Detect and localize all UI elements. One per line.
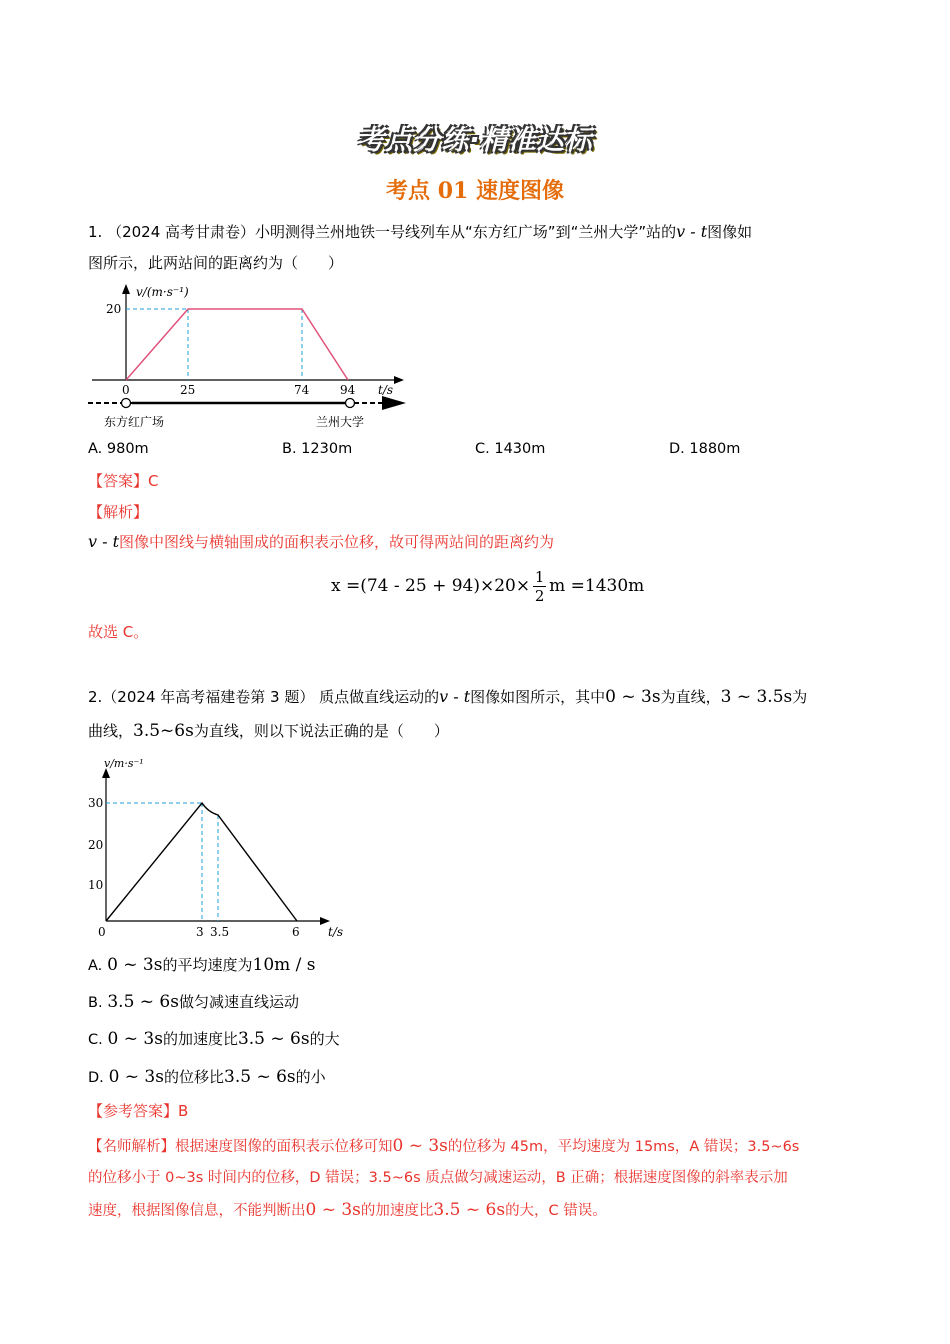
q2-range-1: 0 ~ 3s: [605, 687, 661, 707]
q2-option-c[interactable]: [88, 1024, 340, 1055]
q1-stem-suffix: 图像如: [707, 223, 753, 241]
q2-option-a-label: A.: [88, 958, 103, 974]
q2-vt-symbol: v - t: [439, 687, 471, 706]
q2-vt-graph: [84, 754, 354, 946]
q1-track-arrow: [382, 396, 406, 410]
q1-formula-left: x =(74 - 25 + 94)×20×: [331, 576, 531, 596]
q1-y-label: v/(m·s⁻¹): [136, 285, 189, 299]
q2-option-c-label: C.: [88, 1032, 103, 1048]
q1-y-arrow: [122, 284, 130, 294]
q1-station-a-label: 东方红广场: [104, 415, 165, 429]
q1-analysis-body: 图像中图线与横轴围成的面积表示位移，故可得两站间的距离约为: [119, 533, 555, 551]
q1-velocity-curve: [126, 309, 348, 380]
section-banner: 考点分练·精准达标: [357, 125, 593, 156]
q2-option-a-part3: 10m / s: [252, 955, 316, 975]
page-title: 考点 01 速度图像: [386, 178, 564, 204]
q2-analysis-a1-range: 0 ~ 3s: [392, 1136, 448, 1156]
q1-formula-fraction: [533, 568, 546, 605]
q1-stem-line1: [88, 217, 878, 247]
q2-option-b-label: B.: [88, 995, 103, 1011]
q2-x-arrow: [320, 917, 330, 925]
q1-option-b[interactable]: B. 1230m: [282, 441, 353, 457]
q2-stem-mid2: 为直线，: [660, 688, 721, 706]
q2-stem-line2b: 为直线，则以下说法正确的是（ ）: [193, 722, 449, 740]
q2-analysis-line3: [88, 1195, 607, 1226]
q1-x-tick-0: 0: [122, 383, 130, 397]
q2-stem-line1: [88, 682, 807, 712]
q2-y-tick-20: 20: [88, 838, 104, 852]
q2-option-d-part4: 的小: [295, 1068, 326, 1086]
q1-formula-denominator: 2: [534, 586, 545, 605]
q1-x-tick-74: 74: [294, 383, 310, 397]
q2-stem-line2: [88, 716, 449, 746]
q2-option-b-part1: 3.5 ~ 6s: [107, 992, 179, 1012]
q1-conclusion: 故选 C。: [88, 623, 149, 641]
q1-vt-symbol: v - t: [676, 222, 708, 241]
q1-x-tick-94: 94: [340, 383, 356, 397]
q2-option-c-part1: 0 ~ 3s: [107, 1029, 163, 1049]
q2-option-a[interactable]: [88, 950, 316, 981]
q1-option-d[interactable]: D. 1880m: [669, 441, 741, 457]
q2-analysis-a3-post: 的大，C 错误。: [505, 1203, 607, 1219]
q2-stem-line2a: 曲线，: [88, 722, 134, 740]
q1-station-b-marker: [346, 399, 355, 408]
q2-x-tick-3: 3: [196, 925, 204, 939]
q1-x-tick-25: 25: [180, 383, 196, 397]
q1-stem-prefix: 1. （2024 高考甘肃卷）小明测得兰州地铁一号线列车从“东方红广场”到“兰州大学”站的: [88, 223, 677, 241]
q1-vt-graph: [88, 282, 418, 432]
q2-option-d[interactable]: [88, 1062, 326, 1093]
q1-option-c[interactable]: C. 1430m: [475, 441, 546, 457]
q1-station-b-label: 兰州大学: [316, 415, 365, 429]
q2-option-c-part4: 的大: [309, 1030, 340, 1048]
q2-y-tick-10: 10: [88, 878, 104, 892]
q2-option-b-part2: 做匀减速直线运动: [178, 993, 299, 1011]
q2-analysis-a1-post: 的位移为 45m，平均速度为 15ms，A 错误；3.5~6s: [447, 1139, 800, 1155]
q2-analysis-label: 【名师解析】: [88, 1139, 175, 1155]
q2-analysis-a3-mid: 的加速度比: [360, 1203, 434, 1219]
q2-option-c-part2: 的加速度比: [162, 1030, 238, 1048]
q2-analysis-a1-pre: 根据速度图像的面积表示位移可知: [175, 1139, 393, 1155]
q2-x-tick-0: 0: [98, 925, 106, 939]
q2-analysis-a3-pre: 速度，根据图像信息，不能判断出: [88, 1203, 306, 1219]
q1-answer: 【答案】C: [88, 472, 159, 490]
q2-range-2: 3 ~ 3.5s: [720, 687, 793, 707]
q2-x-tick-6: 6: [292, 925, 300, 939]
q1-formula: [331, 561, 644, 611]
q2-option-d-part1: 0 ~ 3s: [108, 1067, 164, 1087]
q1-station-a-marker: [122, 399, 131, 408]
q2-option-a-part2: 的平均速度为: [162, 956, 253, 974]
q2-range-3: 3.5~6s: [133, 721, 194, 741]
q2-option-a-part1: 0 ~ 3s: [107, 955, 163, 975]
q2-option-d-part3: 3.5 ~ 6s: [224, 1067, 296, 1087]
q2-analysis-a3-range1: 0 ~ 3s: [305, 1200, 361, 1220]
q1-formula-right: m =1430m: [549, 576, 645, 596]
q2-x-tick-3-5: 3.5: [210, 925, 230, 939]
q1-stem-line2: 图所示，此两站间的距离约为（ ）: [88, 254, 344, 272]
q2-analysis-a3-range2: 3.5 ~ 6s: [433, 1200, 506, 1220]
q2-stem-prefix: 2.（2024 年高考福建卷第 3 题） 质点做直线运动的: [88, 688, 440, 706]
q1-x-label: t/s: [378, 383, 394, 397]
q2-y-label: v/m·s⁻¹: [104, 757, 144, 770]
q2-option-c-part3: 3.5 ~ 6s: [237, 1029, 310, 1049]
q2-analysis-line1: [88, 1131, 799, 1162]
q2-stem-mid1: 图像如图所示，其中: [470, 688, 606, 706]
q1-formula-numerator: 1: [534, 567, 545, 586]
q1-analysis-label: 【解析】: [88, 503, 149, 521]
q1-analysis-text: [88, 527, 554, 557]
q2-option-d-part2: 的位移比: [163, 1068, 224, 1086]
q1-y-tick-20: 20: [106, 302, 122, 316]
q2-option-d-label: D.: [88, 1070, 104, 1086]
q2-option-b[interactable]: [88, 987, 299, 1018]
q1-analysis-vt: v - t: [88, 532, 120, 551]
q1-option-a[interactable]: A. 980m: [88, 441, 149, 457]
q2-answer: 【参考答案】B: [88, 1102, 189, 1120]
q2-analysis-line2: 的位移小于 0~3s 时间内的位移，D 错误；3.5~6s 质点做匀减速运动，B 正确；根据速度图像的斜率表示加: [88, 1170, 788, 1186]
q2-y-tick-30: 30: [88, 796, 104, 810]
q1-x-arrow: [394, 376, 404, 384]
q2-x-label: t/s: [328, 925, 344, 939]
q2-stem-mid3: 为: [792, 688, 808, 706]
